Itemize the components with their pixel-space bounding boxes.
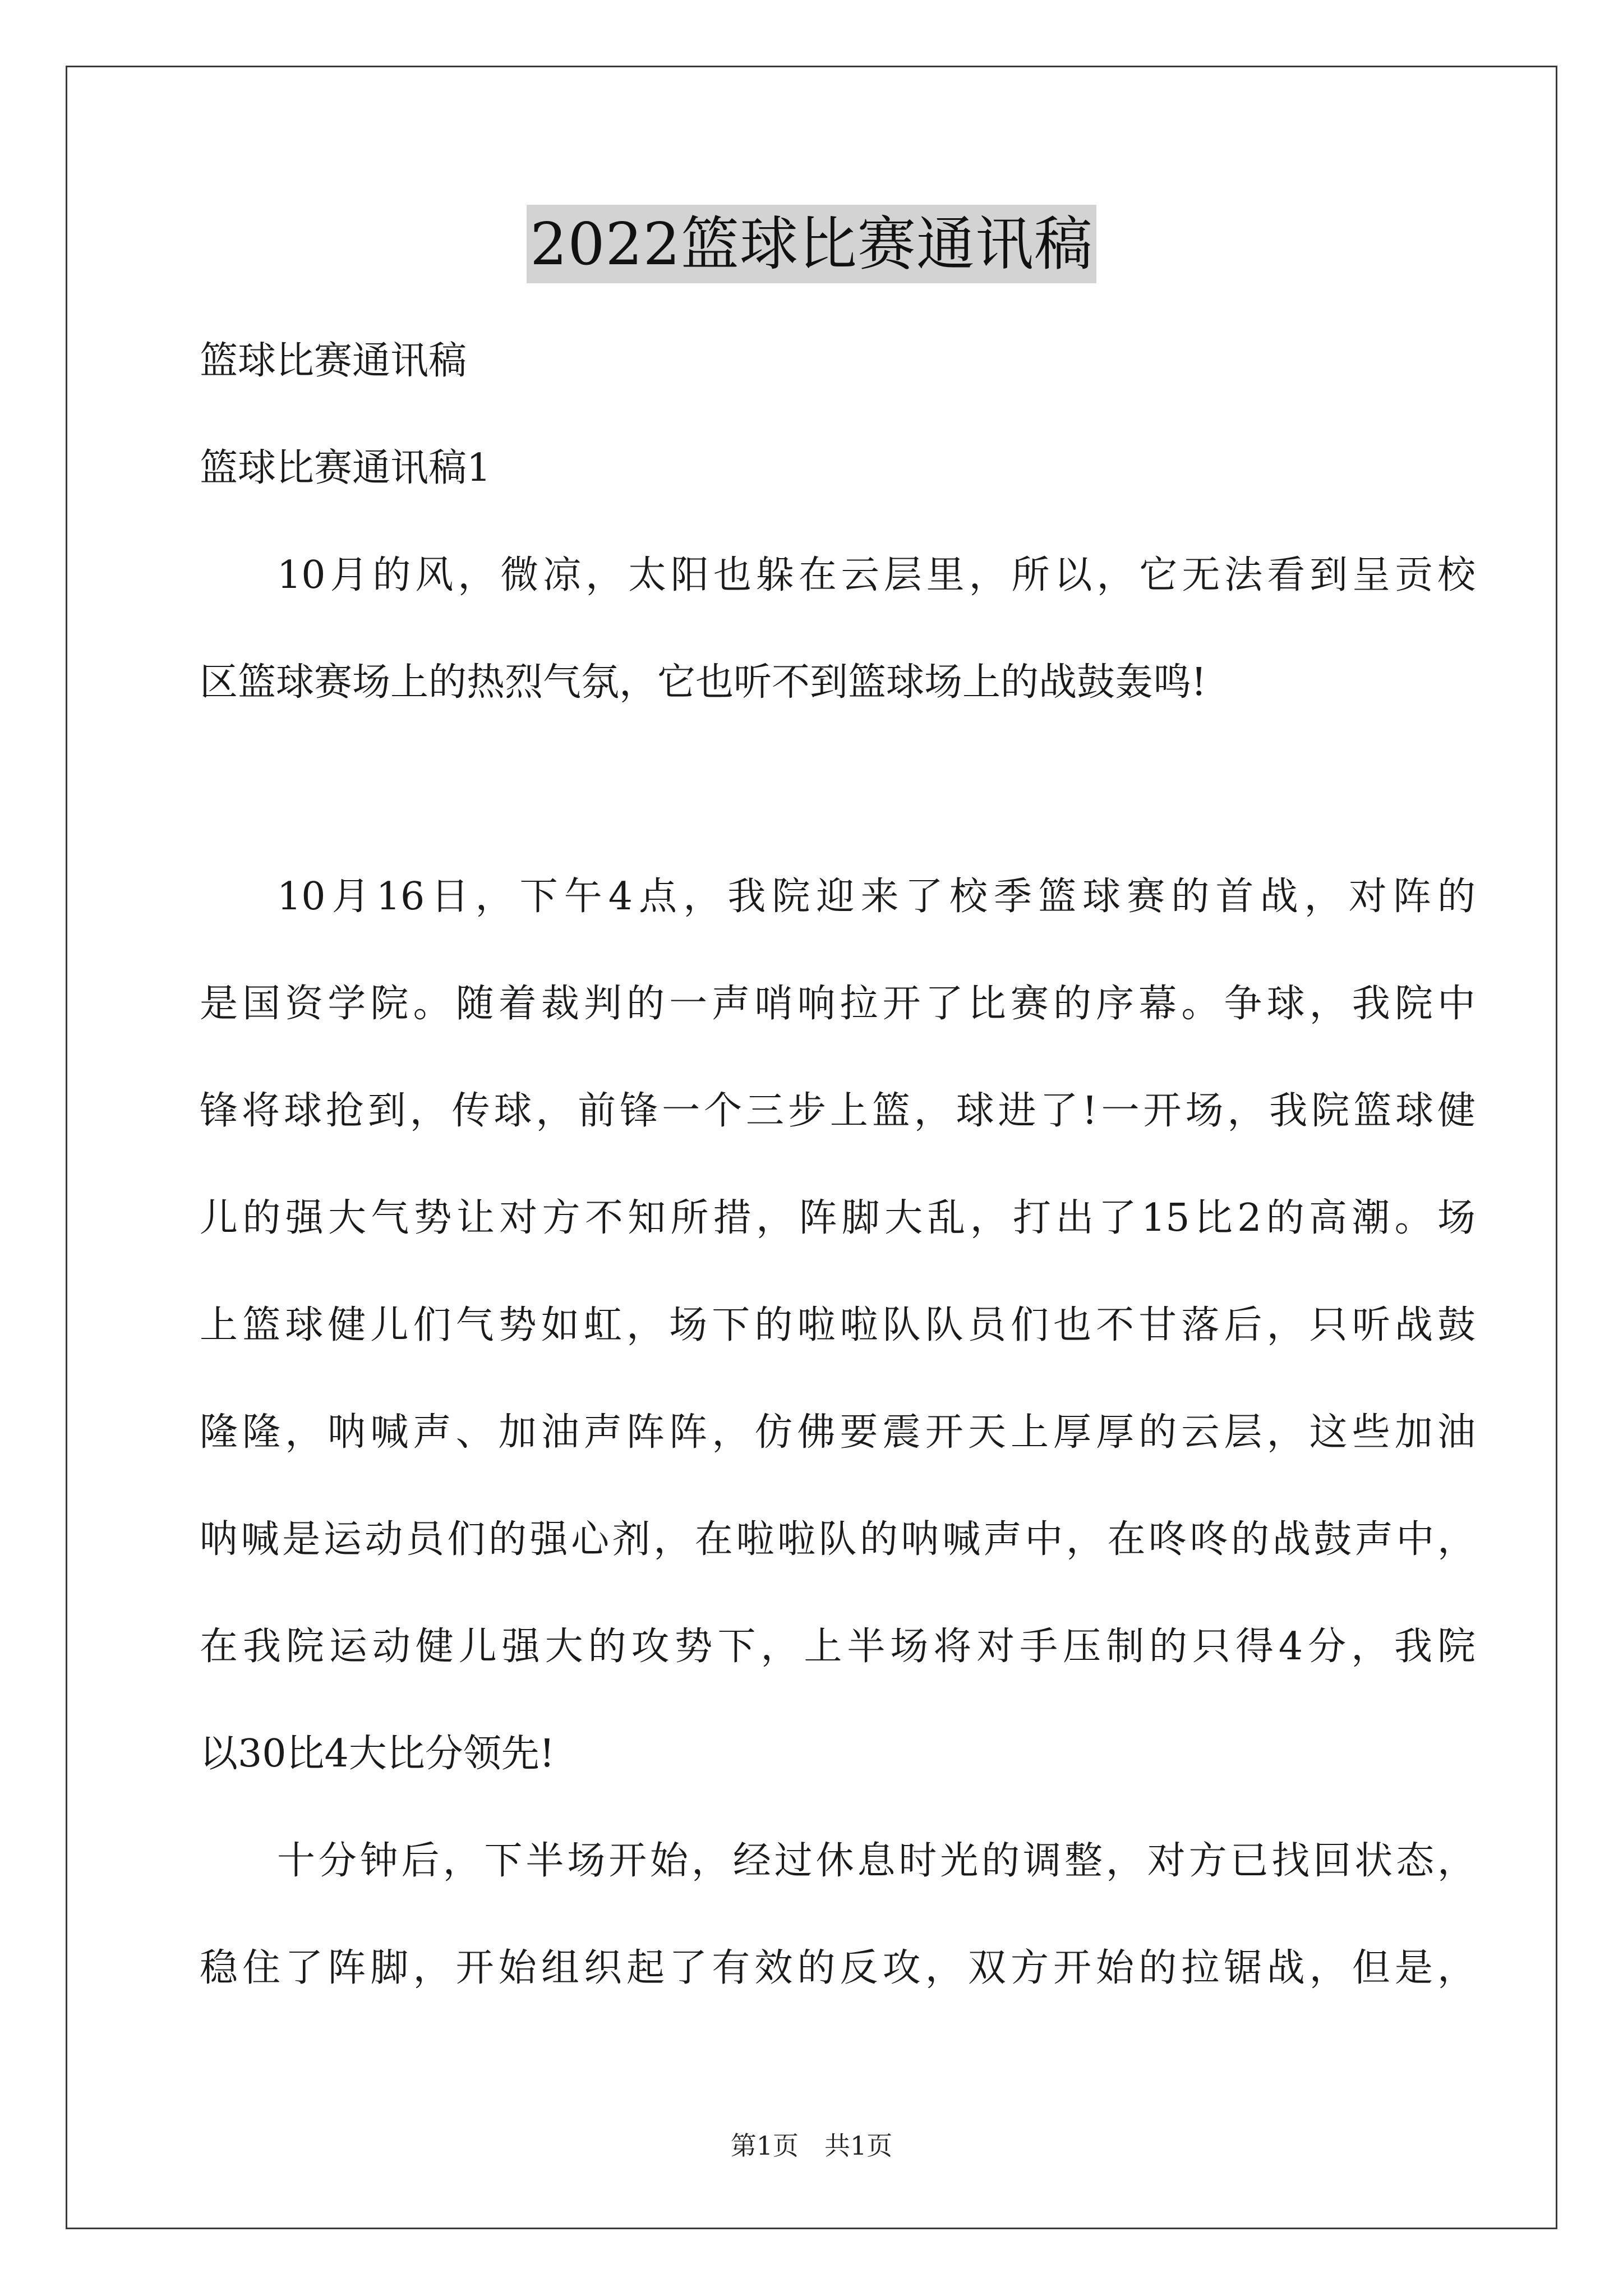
title-wrap xyxy=(0,205,1623,283)
text-line: 锋将球抢到，传球，前锋一个三步上篮，球进了!一开场，我院篮球健 xyxy=(200,1089,1476,1133)
text-line: 稳住了阵脚，开始组织起了有效的反攻，双方开始的拉锯战，但是， xyxy=(200,1946,1476,1990)
text-line: 区篮球赛场上的热烈气氛，它也听不到篮球场上的战鼓轰鸣! xyxy=(200,660,1207,705)
text-line: 呐喊是运动员们的强心剂，在啦啦队的呐喊声中，在咚咚的战鼓声中， xyxy=(200,1517,1476,1562)
text-line: 在我院运动健儿强大的攻势下，上半场将对手压制的只得4分，我院 xyxy=(200,1625,1476,1669)
text-line: 上篮球健儿们气势如虹，场下的啦啦队队员们也不甘落后，只听战鼓 xyxy=(200,1303,1476,1347)
blank-line xyxy=(200,736,1476,843)
text-line: 以30比4大比分领先! xyxy=(200,1732,555,1776)
document-title: 2022篮球比赛通讯稿 xyxy=(527,205,1096,283)
page-footer: 第1页 共1页 xyxy=(730,2131,893,2161)
text-line: 是国资学院。随着裁判的一声哨响拉开了比赛的序幕。争球，我院中 xyxy=(200,982,1476,1026)
text-line: 十分钟后，下半场开始，经过休息时光的调整，对方已找回状态， xyxy=(277,1839,1476,1883)
text-line: 篮球比赛通讯稿 xyxy=(200,339,467,383)
text-line: 隆隆，呐喊声、加油声阵阵，仿佛要震开天上厚厚的云层，这些加油 xyxy=(200,1410,1476,1455)
document-body xyxy=(200,307,1476,2022)
text-line: 儿的强大气势让对方不知所措，阵脚大乱，打出了15比2的高潮。场 xyxy=(200,1196,1476,1240)
text-line: 10月16日，下午4点，我院迎来了校季篮球赛的首战，对阵的 xyxy=(277,875,1476,919)
text-line: 篮球比赛通讯稿1 xyxy=(200,446,491,490)
text-line: 10月的风，微凉，太阳也躲在云层里，所以，它无法看到呈贡校 xyxy=(277,553,1476,597)
